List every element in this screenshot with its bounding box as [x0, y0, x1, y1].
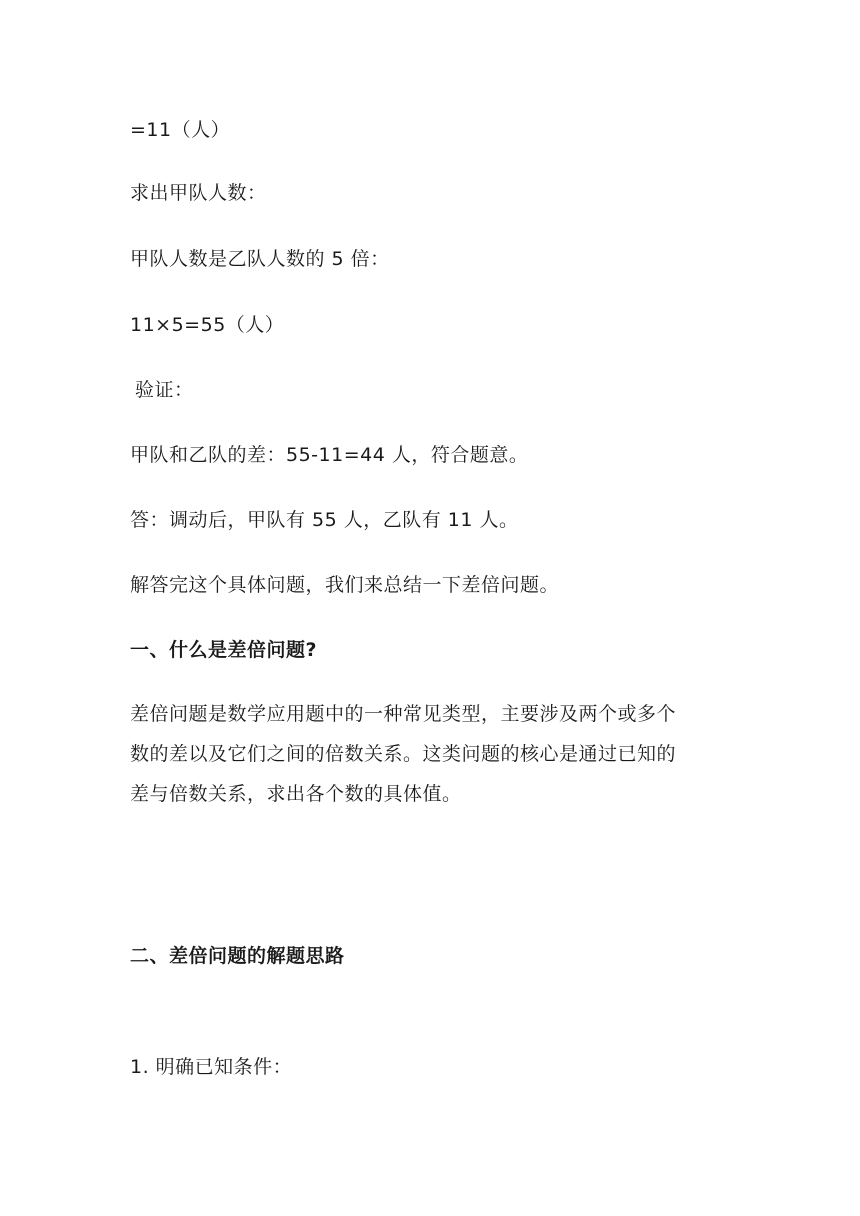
- paragraph-line-1: 差倍问题是数学应用题中的一种常见类型，主要涉及两个或多个: [130, 703, 677, 725]
- text-line-answer: 答：调动后，甲队有 55 人，乙队有 11 人。: [130, 509, 519, 531]
- section-paragraph-definition: [130, 694, 742, 814]
- text-line-result: =11（人）: [130, 119, 231, 141]
- section-heading-what-is: 一、什么是差倍问题?: [130, 639, 318, 661]
- section-heading-approach: 二、差倍问题的解题思路: [130, 945, 345, 967]
- text-line-verify-label: 验证：: [135, 379, 194, 401]
- text-line-summary-intro: 解答完这个具体问题，我们来总结一下差倍问题。: [130, 574, 560, 596]
- paragraph-line-3: 差与倍数关系，求出各个数的具体值。: [130, 783, 462, 805]
- list-item-known-conditions: 1. 明确已知条件：: [130, 1056, 293, 1078]
- paragraph-line-2: 数的差以及它们之间的倍数关系。这类问题的核心是通过已知的: [130, 743, 677, 765]
- text-line-calculation: 11×5=55（人）: [130, 314, 285, 336]
- text-line-multiple-relation: 甲队人数是乙队人数的 5 倍：: [130, 248, 390, 270]
- text-line-find-team-a: 求出甲队人数：: [130, 182, 267, 204]
- text-line-verify-difference: 甲队和乙队的差：55-11=44 人，符合题意。: [130, 444, 529, 466]
